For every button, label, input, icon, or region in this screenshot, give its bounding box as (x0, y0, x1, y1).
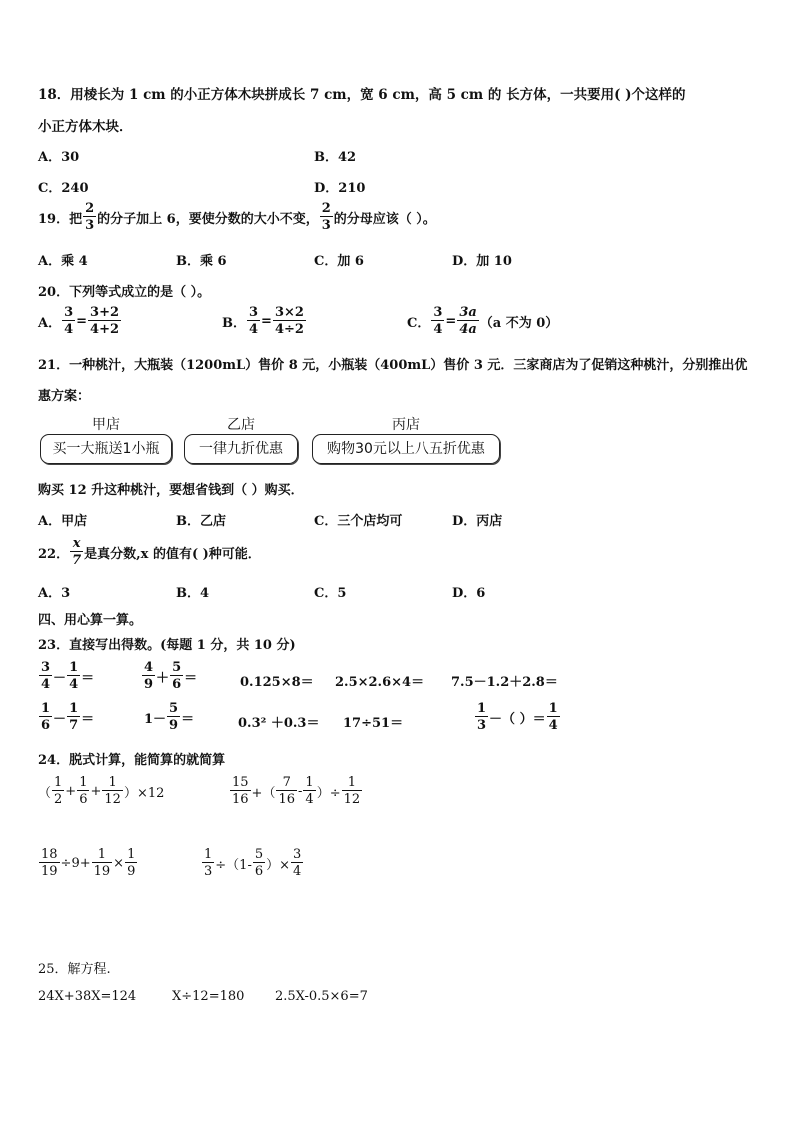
q23-item-6: $\frac{1}{6}$ － $\frac{1}{7}$ ＝ (41, 701, 95, 733)
q23-item-7: 1－ $\frac{5}{9}$ ＝ (144, 701, 195, 733)
q23-title: 23．直接写出得数。(每题 1 分，共 10 分) (38, 638, 296, 653)
q23-item-8: 0.3² ＋0.3＝ (238, 716, 320, 731)
store-offer-bing: 购物30元以上八五折优惠 (312, 434, 500, 464)
q23-item-9: 17÷51＝ (343, 716, 404, 731)
store-name-jia: 甲店 (92, 417, 120, 433)
q19-option-d[interactable]: D．加 10 (452, 254, 512, 269)
q22-option-c[interactable]: C．5 (314, 586, 347, 601)
q22-fraction: $\frac{x}{7}$ (72, 536, 82, 568)
q19-question (38, 202, 436, 232)
q22-option-d[interactable]: D．6 (452, 586, 486, 601)
q18-option-a[interactable]: A．30 (38, 150, 80, 165)
q20-option-c[interactable]: C． $\frac{3}{4}$ = $\frac{3a}{4a}$ （a 不为 0） (407, 305, 559, 337)
q19-option-b[interactable]: B．乘 6 (176, 254, 227, 269)
q22-question: 22． $\frac{x}{7}$ 是真分数,x 的值有( )种可能． (38, 536, 261, 568)
q18-text-line1: 18．用棱长为 1 cm 的小正方体木块拼成长 7 cm，宽 6 cm，高 5 cm 的 长方体，一共要用( )个这样的 (38, 87, 686, 103)
q25-equation-3: 2.5X-0.5×6=7 (275, 989, 368, 1004)
q24-expression-3: $\frac{18}{19}$ ÷9+ $\frac{1}{19}$ × $\frac{1}{9}$ (41, 847, 136, 879)
store-offer-yi: 一律九折优惠 (184, 434, 298, 464)
q21-option-c[interactable]: C．三个店均可 (314, 514, 403, 529)
q20a-right-fraction: $\frac{3+2}{4+2}$ (90, 305, 120, 337)
q20b-right-fraction: $\frac{3\times 2}{4\div 2}$ (274, 305, 304, 337)
store-name-bing: 丙店 (392, 417, 420, 433)
q22-option-b[interactable]: B．4 (176, 586, 210, 601)
q24-title: 24．脱式计算，能简算的就简算 (38, 753, 226, 768)
q25-equation-2: X÷12=180 (172, 989, 245, 1004)
q23-item-3: 0.125×8＝ (240, 675, 314, 690)
q19-option-a[interactable]: A．乘 4 (38, 254, 88, 269)
q18-option-c[interactable]: C．240 (38, 181, 89, 196)
q19-option-c[interactable]: C．加 6 (314, 254, 364, 269)
q23-item-5: 7.5－1.2＋2.8＝ (451, 675, 558, 690)
q20b-left-fraction: $\frac{3}{4}$ (249, 305, 259, 337)
q23-item-4: 2.5×2.6×4＝ (335, 675, 425, 690)
q19-fraction-2: $\frac{2}{3}$ (321, 201, 331, 233)
q21-option-a[interactable]: A．甲店 (38, 514, 88, 529)
q20-option-a[interactable]: A． $\frac{3}{4}$ = $\frac{3+2}{4+2}$ (38, 305, 120, 337)
q21-text-line2: 惠方案： (38, 389, 91, 404)
q20c-left-fraction: $\frac{3}{4}$ (433, 305, 443, 337)
q24-expression-2: $\frac{15}{16}$ +（ $\frac{7}{16}$ - $\frac{1}{4}$ ）÷ $\frac{1}{12}$ (232, 775, 361, 807)
q25-title: 25．解方程. (38, 962, 111, 977)
q23-item-2: $\frac{4}{9}$ ＋ $\frac{5}{6}$ ＝ (144, 660, 198, 692)
section-heading: 四、用心算一算。 (38, 613, 143, 628)
q24-expression-1: （ $\frac{1}{2}$ + $\frac{1}{6}$ + $\frac{1}{12}$ ）×12 (38, 775, 165, 807)
q25-equation-1: 24X+38X=124 (38, 989, 137, 1004)
store-offer-jia: 买一大瓶送1小瓶 (40, 434, 172, 464)
q21-text-line1: 21．一种桃汁，大瓶装（1200mL）售价 8 元，小瓶装（400mL）售价 3 元．三家商店为了促销这种桃汁，分别推出优 (38, 358, 748, 373)
q19-prefix: 19．把 (38, 211, 83, 227)
q19-fraction-1: $\frac{2}{3}$ (85, 201, 95, 233)
q18-option-b[interactable]: B．42 (314, 150, 357, 165)
q20a-left-fraction: $\frac{3}{4}$ (64, 305, 74, 337)
q18-text-line2: 小正方体木块． (38, 119, 133, 135)
q20-option-b[interactable]: B． $\frac{3}{4}$ = $\frac{3\times 2}{4\div 2}$ (222, 305, 304, 337)
q21-option-b[interactable]: B．乙店 (176, 514, 226, 529)
q22-option-a[interactable]: A．3 (38, 586, 71, 601)
q20c-right-fraction: $\frac{3a}{4a}$ (459, 305, 477, 337)
q23-item-10: $\frac{1}{3}$ －（ ）＝ $\frac{1}{4}$ (477, 701, 558, 733)
q24-expression-4: $\frac{1}{3}$ ÷（1- $\frac{5}{6}$ ）× $\frac{3}{4}$ (204, 847, 302, 879)
q20-question: 20．下列等式成立的是（ ）。 (38, 285, 211, 300)
q18-option-d[interactable]: D．210 (314, 181, 366, 196)
store-name-yi: 乙店 (227, 417, 255, 433)
q21-text-line3: 购买 12 升这种桃汁，要想省钱到（ ）购买． (38, 483, 304, 498)
q19-mid-text: 的分子加上 6，要使分数的大小不变， (97, 211, 319, 227)
q20c-note: （a 不为 0） (479, 315, 559, 331)
q21-option-d[interactable]: D．丙店 (452, 514, 503, 529)
q23-item-1: $\frac{3}{4}$ － $\frac{1}{4}$ ＝ (41, 660, 95, 692)
q19-suffix: 的分母应该（ ）。 (333, 211, 436, 227)
